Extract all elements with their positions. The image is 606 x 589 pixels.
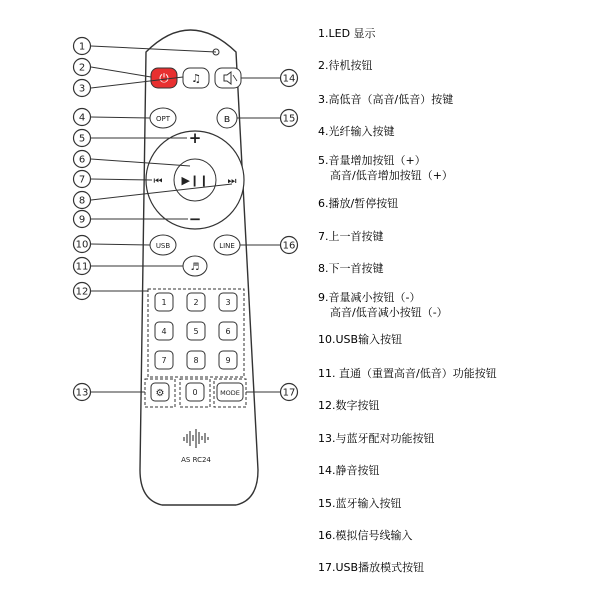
legend-line: 12.数字按钮 <box>318 399 380 412</box>
legend-item-6 <box>318 196 398 211</box>
legend-line: 15.蓝牙输入按钮 <box>318 497 402 510</box>
legend-item-15 <box>318 496 402 511</box>
play-pause-icon: ▶❙❙ <box>181 174 209 187</box>
legend-item-8 <box>318 261 384 276</box>
digit-label: 1 <box>161 298 167 307</box>
pair-icon: ⚙ <box>155 388 165 399</box>
legend-line: 11. 直通（重置高音/低音）功能按钮 <box>318 367 497 380</box>
legend-item-13 <box>318 431 435 446</box>
legend-item-12 <box>318 398 380 413</box>
legend-item-7 <box>318 229 384 244</box>
legend-item-3 <box>318 92 453 107</box>
opt-label: OPT <box>155 115 171 123</box>
legend-line: 10.USB输入按钮 <box>318 333 403 346</box>
callout-number-12: 12 <box>75 286 89 298</box>
line-label: LINE <box>219 242 235 250</box>
legend-line: 3.高低音（高音/低音）按键 <box>318 93 454 106</box>
model-name: AS RC24 <box>181 456 211 464</box>
digit-label: 5 <box>193 327 199 336</box>
digit-label: 4 <box>161 327 167 336</box>
legend-item-16 <box>318 528 413 543</box>
callout-number-6: 6 <box>78 154 86 166</box>
mute-button[interactable] <box>215 68 241 88</box>
legend-line: 16.模拟信号线输入 <box>318 529 413 542</box>
legend-line: 14.静音按钮 <box>318 464 380 477</box>
legend-item-10 <box>318 332 402 347</box>
usb-label: USB <box>155 242 171 250</box>
callout-number-4: 4 <box>78 112 86 124</box>
callout-number-16: 16 <box>282 240 296 252</box>
legend-line: 5.音量增加按钮（+） <box>318 154 426 167</box>
digit-0-label: 0 <box>192 388 198 397</box>
callout-number-10: 10 <box>75 239 89 251</box>
callout-number-14: 14 <box>282 73 296 85</box>
legend-line: 6.播放/暂停按钮 <box>318 197 399 210</box>
callout-number-1: 1 <box>78 41 86 53</box>
legend-item-11 <box>318 366 497 381</box>
legend-item-5 <box>318 153 453 183</box>
legend-item-1 <box>318 26 376 41</box>
legend-item-2 <box>318 58 373 73</box>
callout-number-17: 17 <box>282 387 296 399</box>
next-track-button[interactable]: ⏭ <box>227 176 237 187</box>
legend-line: 9.音量减小按钮（-） <box>318 291 421 304</box>
legend <box>318 0 603 589</box>
callout-number-2: 2 <box>78 62 86 74</box>
bypass-icon: ♬ <box>190 262 200 273</box>
legend-line: 1.LED 显示 <box>318 27 376 40</box>
prev-track-button[interactable]: ⏮ <box>153 176 163 187</box>
power-icon: ⏻ <box>159 71 169 85</box>
legend-line: 13.与蓝牙配对功能按钮 <box>318 432 435 445</box>
legend-line: 高音/低音增加按钮（+） <box>330 169 453 182</box>
legend-line: 4.光纤输入按键 <box>318 125 395 138</box>
digit-label: 6 <box>225 327 231 336</box>
callout-number-11: 11 <box>75 261 89 273</box>
legend-item-4 <box>318 124 395 139</box>
digit-label: 3 <box>225 298 231 307</box>
digit-grid <box>155 293 237 369</box>
legend-item-9 <box>318 290 448 320</box>
legend-item-14 <box>318 463 380 478</box>
callout-number-8: 8 <box>78 195 86 207</box>
legend-line: 高音/低音减小按钮（-） <box>330 306 448 319</box>
digit-label: 2 <box>193 298 199 307</box>
volume-down-button[interactable]: − <box>188 210 202 228</box>
callout-number-5: 5 <box>78 133 86 145</box>
callout-number-7: 7 <box>78 174 86 186</box>
mode-label: MODE <box>220 389 240 397</box>
music-note-icon: ♫ <box>191 72 201 85</box>
legend-line: 8.下一首按键 <box>318 262 384 275</box>
legend-line: 17.USB播放模式按钮 <box>318 561 425 574</box>
digit-label: 8 <box>193 356 199 365</box>
callout-number-13: 13 <box>75 387 89 399</box>
legend-line: 2.待机按钮 <box>318 59 373 72</box>
digit-label: 7 <box>161 356 167 365</box>
legend-line: 7.上一首按键 <box>318 230 384 243</box>
bluetooth-icon: ʙ <box>223 112 231 125</box>
digit-label: 9 <box>225 356 231 365</box>
callout-number-3: 3 <box>78 83 86 95</box>
callout-number-9: 9 <box>78 214 86 226</box>
legend-item-17 <box>318 560 424 575</box>
callout-number-15: 15 <box>282 113 296 125</box>
volume-up-button[interactable]: + <box>188 129 202 147</box>
